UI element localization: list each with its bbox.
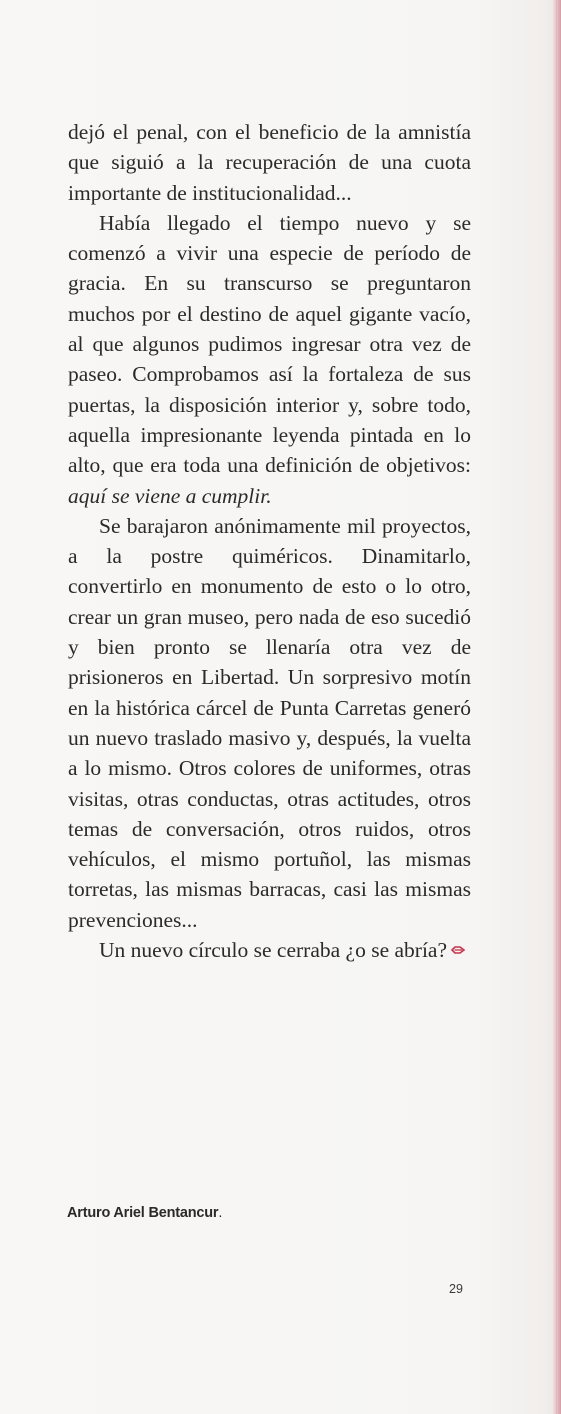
paragraph-2 bbox=[68, 208, 471, 511]
page-spine-edge bbox=[553, 0, 561, 1414]
author-name: Arturo Ariel Bentancur bbox=[67, 1205, 219, 1221]
paragraph-2-text: Había llegado el tiempo nuevo y se comenzó a vivir una especie de período de gracia. En su transcurso se preguntaron muchos por el destino de aquel gigante vacío, al que algunos pudimos ingresar otra vez de paseo. Comprobamos así la fortaleza de sus puertas, la disposición interior y, sobre todo, aquella impresionante leyenda pintada en lo alto, que era toda una definición de objetivos: bbox=[68, 210, 471, 478]
paragraph-4-text: Un nuevo círculo se cerraba ¿o se abría? bbox=[99, 938, 447, 963]
page-number: 29 bbox=[449, 1282, 463, 1296]
italic-motto: aquí se viene a cumplir. bbox=[68, 483, 272, 508]
author-suffix: . bbox=[218, 1205, 223, 1221]
paragraph-1: dejó el penal, con el beneficio de la amnistía que siguió a la recuperación de una cuota importante de institucionalidad... bbox=[68, 120, 471, 205]
spine-fold-line bbox=[556, 0, 557, 1414]
paragraph-4 bbox=[68, 935, 471, 965]
body-text bbox=[68, 117, 471, 965]
author-signature bbox=[67, 1205, 222, 1221]
end-of-article-mark-icon bbox=[451, 945, 465, 955]
paragraph-3: Se barajaron anónimamente mil proyectos, a la postre quiméricos. Dinamitarlo, convertirlo en monumento de esto o lo otro, crear un gran museo, pero nada de eso sucedió y bien pronto se llenaría otra vez de prisioneros en Libertad. Un sorpresivo motín en la histórica cárcel de Punta Carretas generó un nuevo traslado masivo y, después, la vuelta a lo mismo. Otros colores de uniformes, otras visitas, otras conductas, otras actitudes, otros temas de conversación, otros ruidos, otros vehículos, el mismo portuñol, las mismas torretas, las mismas barracas, casi las mismas prevenciones... bbox=[68, 513, 471, 932]
